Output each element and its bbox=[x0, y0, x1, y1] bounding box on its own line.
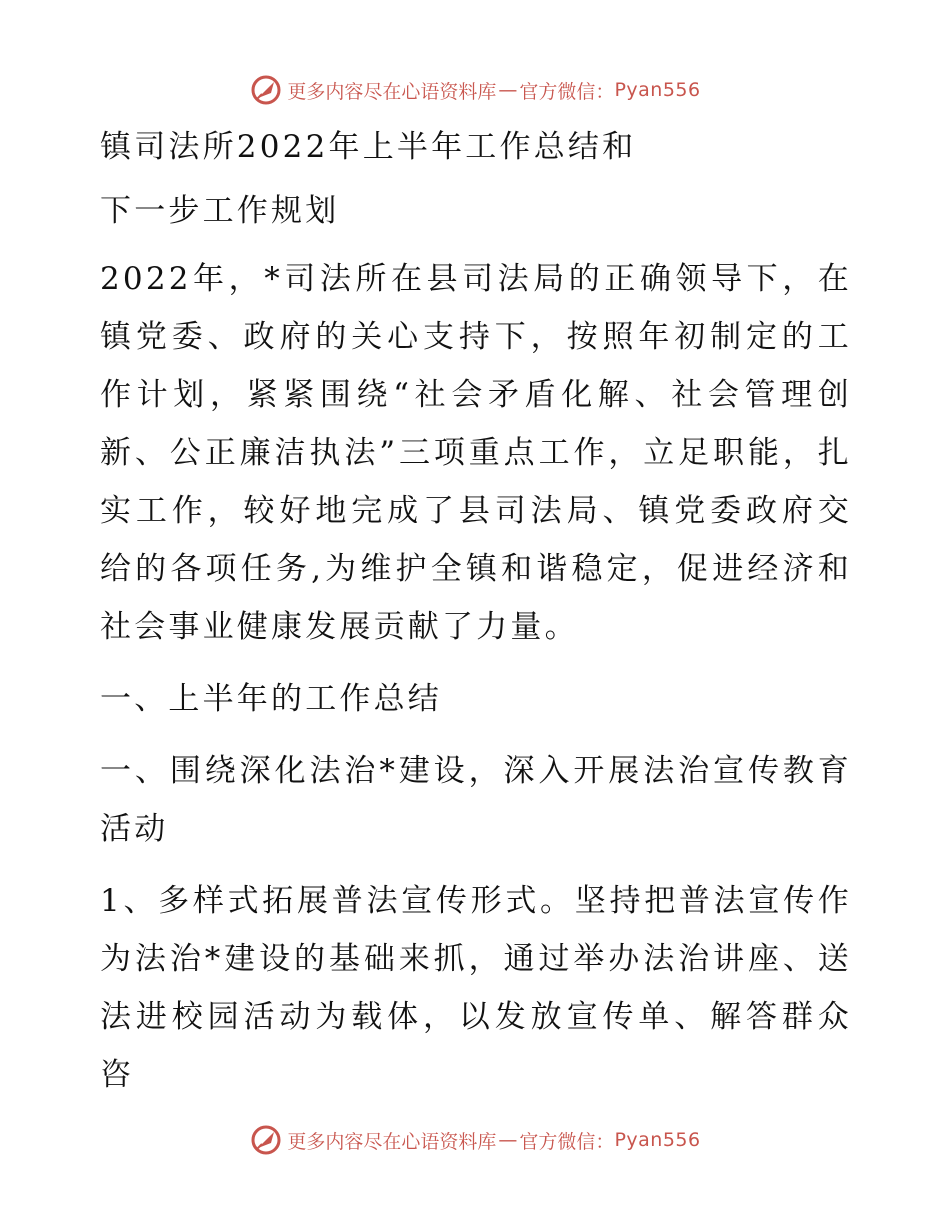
watermark-separator: — bbox=[498, 1129, 518, 1151]
document-title-line-1: 镇司法所2022年上半年工作总结和 bbox=[100, 129, 637, 165]
watermark-text: 更多内容尽在心语资料库 bbox=[287, 80, 497, 103]
document-body bbox=[100, 118, 852, 1104]
watermark-separator: — bbox=[498, 79, 518, 101]
watermark-banner-bottom bbox=[0, 1120, 950, 1160]
section-heading-1: 一、上半年的工作总结 bbox=[100, 681, 442, 717]
watermark-handle: Pyan556 bbox=[614, 79, 701, 101]
quill-logo-icon bbox=[249, 73, 283, 107]
watermark-banner-top bbox=[0, 70, 950, 110]
watermark-wechat-label: 官方微信： bbox=[519, 80, 615, 103]
intro-paragraph: 2022年，*司法所在县司法局的正确领导下，在镇党委、政府的关心支持下，按照年初制定的工作计划，紧紧围绕“社会矛盾化解、社会管理创新、公正廉洁执法”三项重点工作，立足职能，扎实工作，较好地完成了县司法局、镇党委政府交给的各项任务,为维护全镇和谐稳定，促进经济和社会事业健康发展贡献了力量。 bbox=[100, 261, 852, 645]
item-paragraph-1: 1、多样式拓展普法宣传形式。坚持把普法宣传作为法治*建设的基础来抓，通过举办法治讲座、送法进校园活动为载体，以发放宣传单、解答群众咨 bbox=[100, 883, 852, 1093]
watermark-wechat-label: 官方微信： bbox=[519, 1130, 615, 1153]
subsection-heading-1: 一、围绕深化法治*建设，深入开展法治宣传教育活动 bbox=[100, 753, 852, 847]
quill-logo-icon bbox=[249, 1123, 283, 1157]
watermark-handle: Pyan556 bbox=[614, 1129, 701, 1151]
watermark-text: 更多内容尽在心语资料库 bbox=[287, 1130, 497, 1153]
document-title-line-2: 下一步工作规划 bbox=[100, 193, 340, 229]
